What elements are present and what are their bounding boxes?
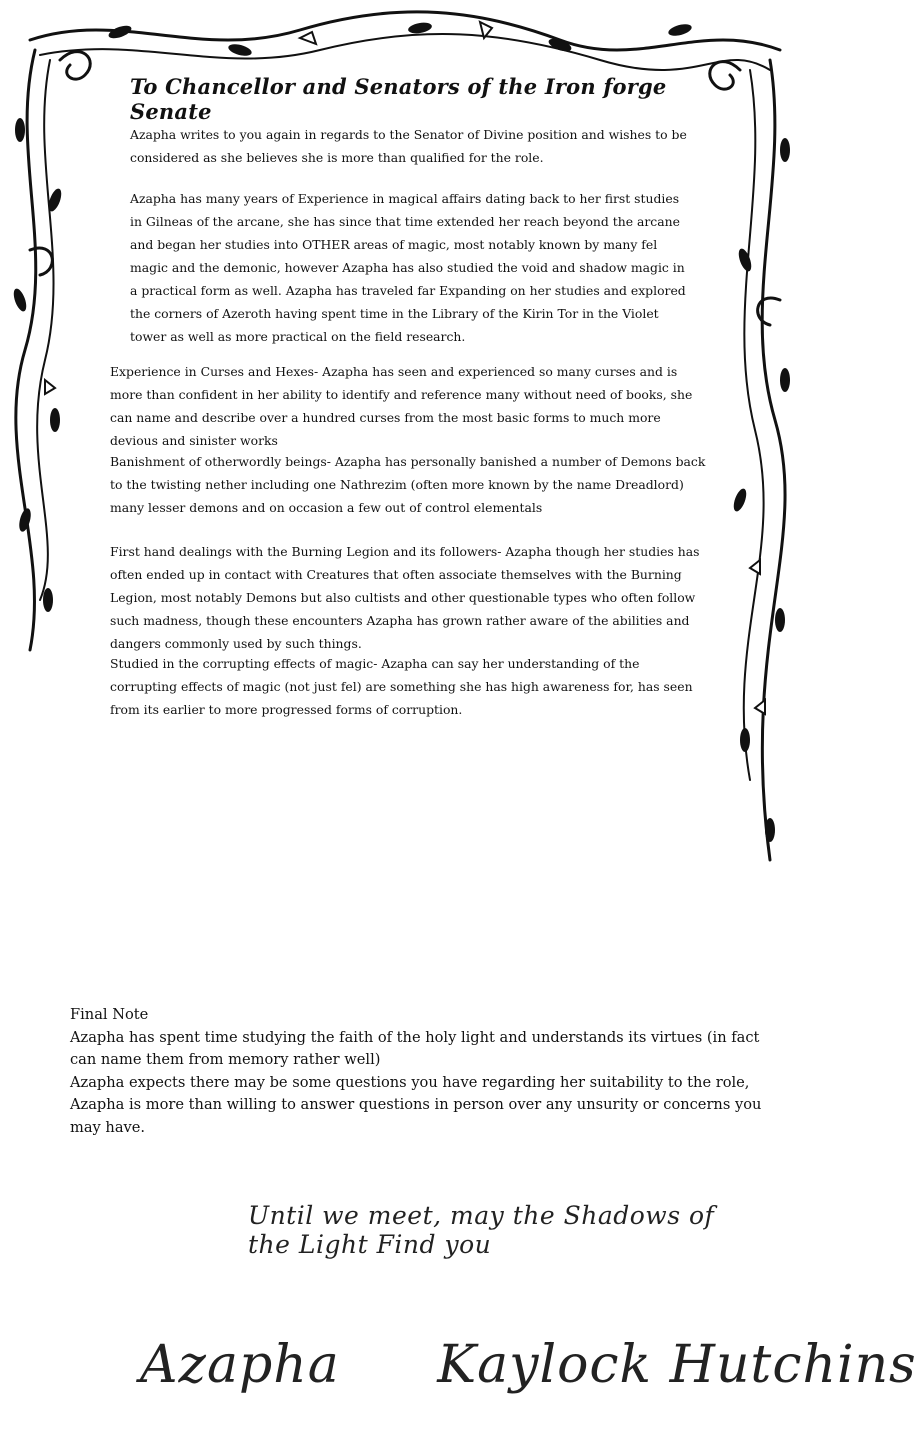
section-curses: Experience in Curses and Hexes- Azapha has seen and experienced so many curses and is more than confident in her ability to identify and reference many without need of books, she can name and describe over a hundred curses from the most basic forms to much more devious and sinister works xyxy=(110,364,693,448)
final-note-heading: Final Note xyxy=(70,1006,149,1023)
experience-paragraph: Azapha has many years of Experience in magical affairs dating back to her first studies in Gilneas of the arcane, she has since that time extended her reach beyond the arcane and began her studies into OTHER areas of magic, most notably known by many fel magic and the demonic, however Azapha has also studied the void and shadow magic in a practical form as well. Azapha has traveled far Expanding on her studies and explored the corners of Azeroth having spent time in the Library of the Kirin Tor in the Violet tower as well as more practical on the field research. xyxy=(130,191,686,344)
section-burning-legion: First hand dealings with the Burning Legion and its followers- Azapha though her studies has often ended up in contact with Creatures that often associate themselves with the Burning Legion, most notably Demons but also cultists and other questionable types who often follow such madness, though these encounters Azapha has grown rather aware of the abilities and dangers commonly used by such things. xyxy=(110,544,700,651)
signature-surname: Kaylock Hutchins xyxy=(437,1335,917,1395)
letter-title: To Chancellor and Senators of the Iron forge Senate xyxy=(130,74,667,124)
closing-line: Until we meet, may the Shadows of the Light Find you xyxy=(248,1201,715,1259)
signature xyxy=(140,1335,917,1395)
section-banishment: Banishment of otherwordly beings- Azapha has personally banished a number of Demons back to the twisting nether including one Nathrezim (often more known by the name Dreadlord) many lesser demons and on occasion a few out of control elementals xyxy=(110,454,706,515)
signature-first-name: Azapha xyxy=(140,1335,340,1395)
intro-paragraph: Azapha writes to you again in regards to the Senator of Divine position and wishes to be considered as she believes she is more than qualified for the role. xyxy=(130,127,687,165)
section-corruption: Studied in the corrupting effects of magic- Azapha can say her understanding of the corrupting effects of magic (not just fel) are something she has high awareness for, has seen from its earlier to more progressed forms of corruption. xyxy=(110,656,693,717)
final-note-line: Azapha has spent time studying the faith of the holy light and understands its virtues (in fact can name them from memory rather well) xyxy=(70,1028,760,1068)
final-note xyxy=(70,1004,770,1139)
final-note-line: Azapha expects there may be some questions you have regarding her suitability to the role, Azapha is more than willing to answer questions in person over any unsurity or concerns you may have. xyxy=(70,1073,762,1136)
